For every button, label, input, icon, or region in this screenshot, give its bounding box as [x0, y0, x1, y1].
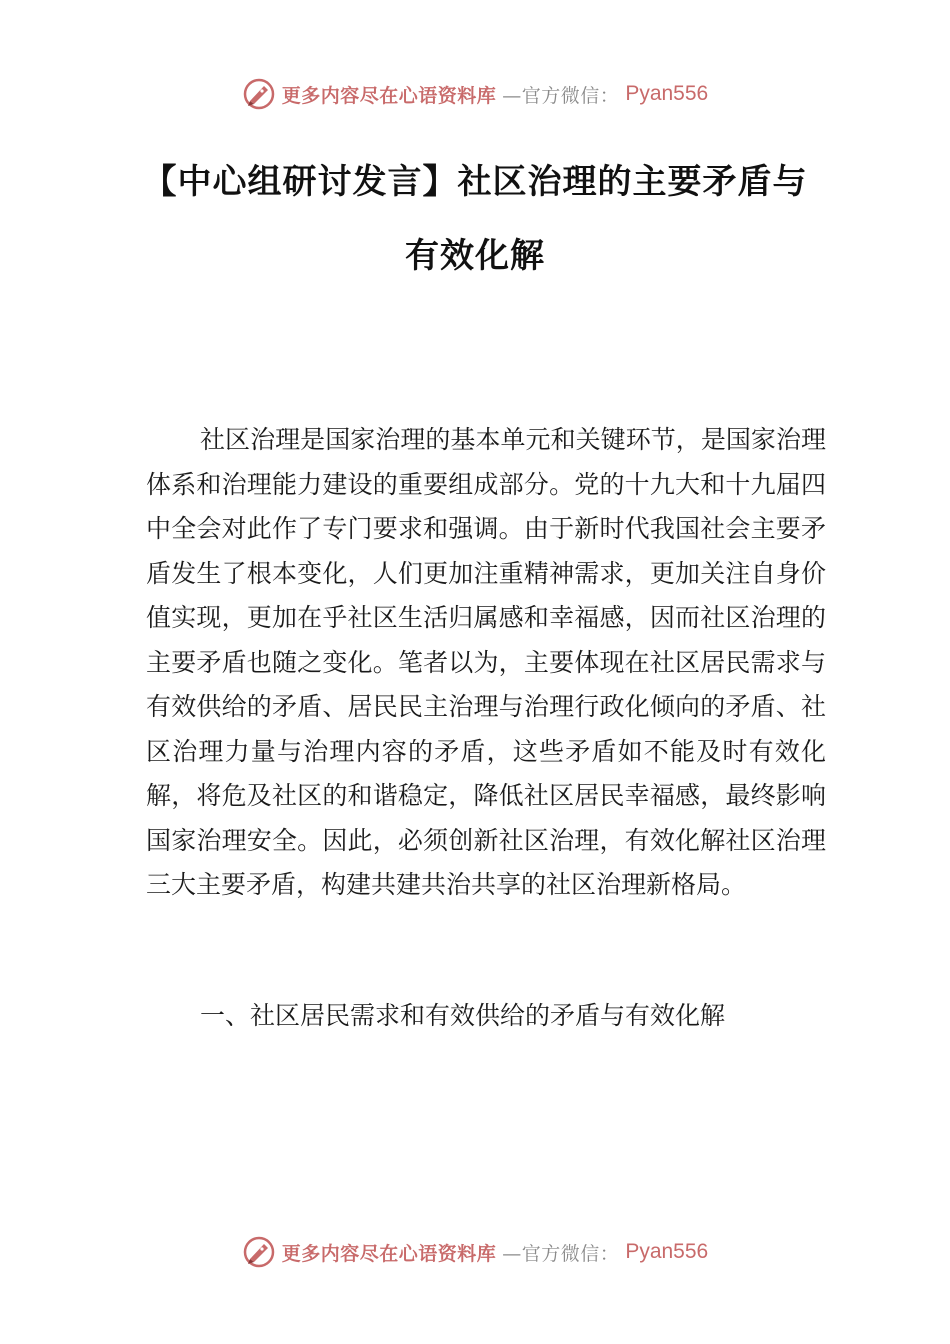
footer-wechat-id: Pyan556	[625, 1240, 709, 1263]
footer-watermark-banner	[0, 1232, 950, 1272]
pen-nib-logo-icon	[242, 1235, 276, 1269]
document-title-line-1: 【中心组研讨发言】社区治理的主要矛盾与	[142, 162, 808, 202]
intro-paragraph: 社区治理是国家治理的基本单元和关键环节，是国家治理体系和治理能力建设的重要组成部分。党的十九大和十九届四中全会对此作了专门要求和强调。由于新时代我国社会主要矛盾发生了根本变化，人们更加注重精神需求，更加关注自身价值实现，更加在乎社区生活归属感和幸福感，因而社区治理的主要矛盾也随之变化。笔者以为，主要体现在社区居民需求与有效供给的矛盾、居民民主治理与治理行政化倾向的矛盾、社区治理力量与治理内容的矛盾，这些矛盾如不能及时有效化解，将危及社区的和谐稳定，降低社区居民幸福感，最终影响国家治理安全。因此，必须创新社区治理，有效化解社区治理三大主要矛盾，构建共建共治共享的社区治理新格局。	[146, 425, 826, 899]
header-site-text: 更多内容尽在心语资料库	[281, 84, 497, 107]
pen-nib-logo-icon	[242, 77, 276, 111]
document-title-line-2: 有效化解	[405, 236, 545, 276]
header-wechat-id: Pyan556	[625, 82, 709, 105]
header-watermark-banner	[0, 74, 950, 114]
footer-site-text: 更多内容尽在心语资料库	[281, 1242, 497, 1265]
header-wechat-text: —官方微信：	[502, 84, 620, 107]
footer-wechat-text: —官方微信：	[502, 1242, 620, 1265]
section-1-heading: 一、社区居民需求和有效供给的矛盾与有效化解	[200, 1001, 726, 1030]
